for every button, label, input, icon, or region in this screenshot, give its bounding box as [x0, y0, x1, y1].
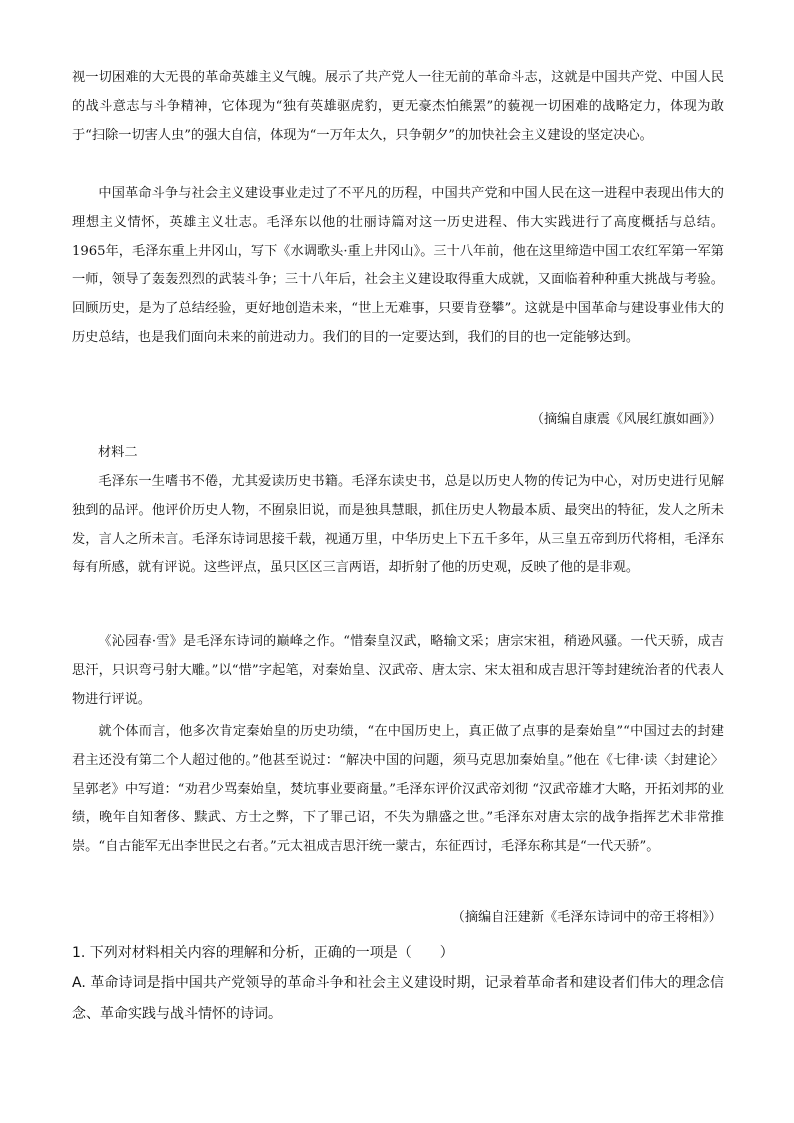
paragraph-1: 视一切困难的大无畏的革命英雄主义气魄。展示了共产党人一往无前的革命斗志，这就是中国共产党、中国人民的战斗意志与斗争精神，它体现为“独有英雄驱虎豹，更无豪杰怕熊罴”的藐视一切困难的战略定力，体现为敢于“扫除一切害人虫”的强大自信，体现为“一万年太久，只争朝夕”的加快社会主义建设的坚定决心。	[72, 70, 724, 143]
question-stem: 1. 下列对材料相关内容的理解和分析，正确的一项是（ ）	[72, 945, 454, 961]
paragraph-2: 中国革命斗争与社会主义建设事业走过了不平凡的历程，中国共产党和中国人民在这一进程中表现出伟大的理想主义情怀，英雄主义壮志。毛泽东以他的壮丽诗篇对这一历史进程、伟大实践进行了高度概括与总结。1965年，毛泽东重上井冈山，写下《水调歌头·重上井冈山》。三十八年前，他在这里缔造中国工农红军第一军第一师，领导了轰轰烈烈的武装斗争；三十八年后，社会主义建设取得重大成就，又面临着种种重大挑战与考验。回顾历史，是为了总结经验，更好地创造未来，“世上无难事，只要肯登攀”。这就是中国革命与建设事业伟大的历史总结，也是我们面向未来的前进动力。我们的目的一定要达到，我们的目的也一定能够达到。	[72, 186, 724, 345]
paragraph-4: 《沁园春·雪》是毛泽东诗词的巅峰之作。“惜秦皇汉武，略输文采；唐宗宋祖，稍逊风骚。一代天骄，成吉思汗，只识弯弓射大雕。”以“惜”字起笔，对秦始皇、汉武帝、唐太宗、宋太祖和成吉思汗等封建统治者的代表人物进行评说。	[72, 634, 724, 707]
material-two-heading: 材料二	[98, 445, 138, 460]
paragraph-3: 毛泽东一生嗜书不倦，尤其爱读历史书籍。毛泽东读史书，总是以历史人物的传记为中心，对历史进行见解独到的品评。他评价历史人物，不囿泉旧说，而是独具慧眼，抓住历史人物最本质、最突出的特征，发人之所未发，言人之所未言。毛泽东诗词思接千载，视通万里，中华历史上下五千多年，从三皇五帝到历代将相，毛泽东每有所感，就有评说。这些评点，虽只区区三言两语，却折射了他的历史观，反映了他的是非观。	[72, 474, 724, 576]
paragraph-5: 就个体而言，他多次肯定秦始皇的历史功绩，“在中国历史上，真正做了点事的是秦始皇”“中国过去的封建君主还没有第二个人超过他的。”他甚至说过：“解决中国的问题，须马克思加秦始皇。”他在《七律·读〈封建论〉呈郭老》中写道：“劝君少骂秦始皇，焚坑事业要商量。”毛泽东评价汉武帝刘彻 “汉武帝雄才大略，开拓刘邦的业绩，晚年自知奢侈、黩武、方士之弊，下了罪己诏，不失为鼎盛之世。”毛泽东对唐太宗的战争指挥艺术非常推崇。“自古能军无出李世民之右者。”元太祖成吉思汗统一蒙古，东征西讨，毛泽东称其是“一代天骄”。	[72, 724, 724, 855]
option-a: A. 革命诗词是指中国共产党领导的革命斗争和社会主义建设时期，记录着革命者和建设者们伟大的理念信念、革命实践与战斗情怀的诗词。	[72, 975, 724, 1022]
source-citation-1: （摘编自康震《风展红旗如画》）	[530, 412, 722, 427]
source-citation-2: （摘编自汪建新《毛泽东诗词中的帝王将相》）	[451, 910, 722, 925]
